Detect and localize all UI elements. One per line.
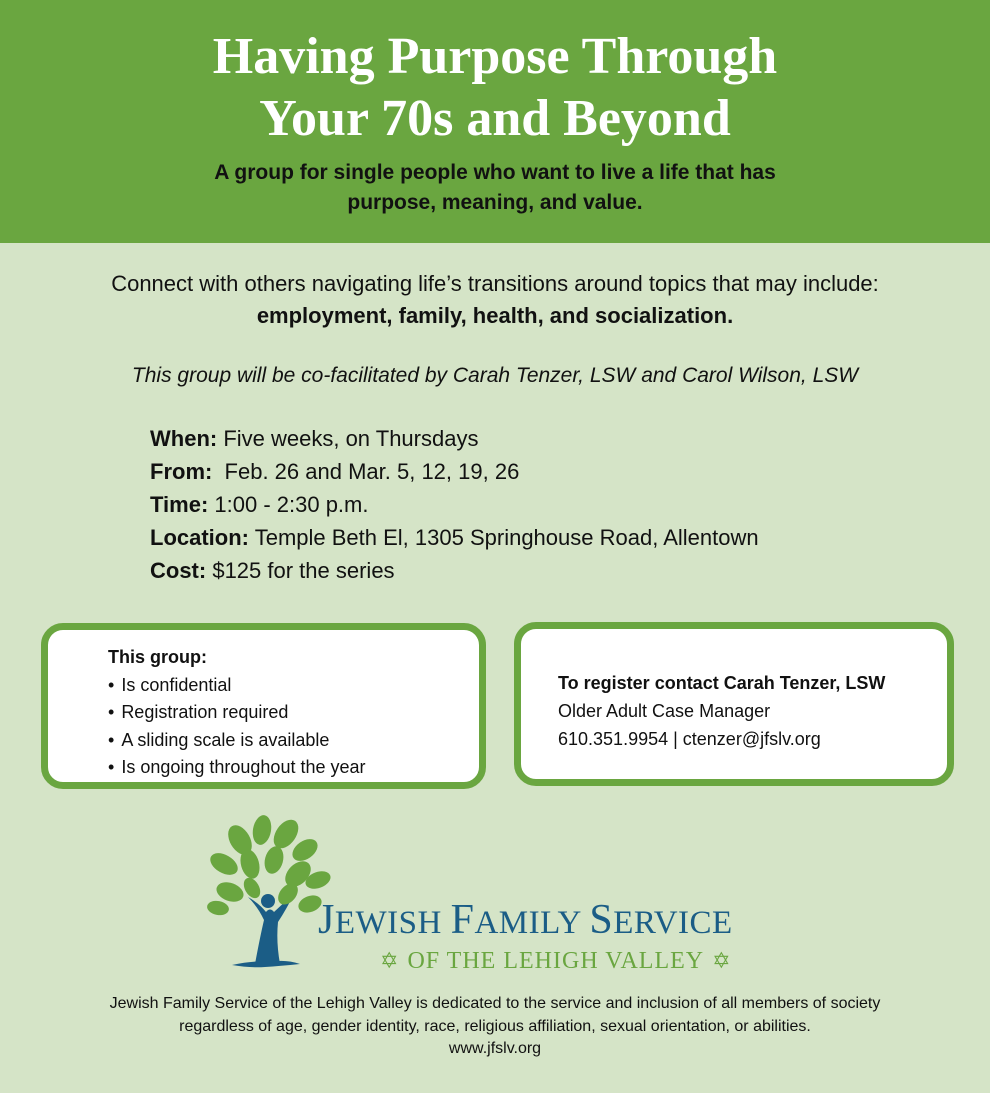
location-label: Location: [150,525,249,550]
detail-when [150,422,759,455]
intro-text [0,268,990,332]
detail-location [150,521,759,554]
subtitle [0,158,990,218]
facilitators-text: This group will be co-facilitated by Carah Tenzer, LSW and Carol Wilson, LSW [131,364,859,387]
when-value: Five weeks, on Thursdays [217,426,479,451]
org-name-j: J [318,897,335,943]
list-item: • A sliding scale is available [108,727,366,755]
time-label: Time: [150,492,209,517]
group-info-heading: This group: [108,647,207,667]
org-subtitle-text: OF THE LEHIGH VALLEY [407,948,705,974]
subtitle-line-2: purpose, meaning, and value. [347,191,643,214]
cost-label: Cost: [150,558,207,583]
register-content [558,669,885,753]
title-line-1: Having Purpose Through [212,28,778,85]
org-name-amily: AMILY [474,905,590,941]
org-name-s: S [589,897,614,943]
detail-time [150,488,759,521]
intro-lead: Connect with others navigating life’s transitions around topics that may include: [111,271,879,296]
detail-from [150,455,759,488]
intro-topics: employment, family, health, and socialization. [256,303,734,328]
group-info-list [108,672,366,782]
org-name-f: F [450,897,475,943]
org-name [318,895,733,948]
register-box [514,622,954,786]
when-label: When: [150,426,218,451]
cost-value: $125 for the series [206,558,395,583]
register-contact[interactable]: 610.351.9954 | ctenzer@jfslv.org [558,729,821,749]
page-title [0,26,990,150]
list-item: • Is ongoing throughout the year [108,754,366,782]
location-value: Temple Beth El, 1305 Springhouse Road, Allentown [249,525,759,550]
register-heading: To register contact Carah Tenzer, LSW [558,673,886,693]
subtitle-line-1: A group for single people who want to live a life that has [214,161,776,184]
star-of-david-icon: ✡ [380,948,400,973]
org-name-ervice: ERVICE [613,905,733,941]
detail-cost [150,554,759,587]
event-details [150,422,759,587]
header-banner [0,0,990,243]
list-item: • Is confidential [108,672,366,700]
org-name-ewish: EWISH [334,905,451,941]
footer [0,993,990,1061]
from-value: Feb. 26 and Mar. 5, 12, 19, 26 [212,459,520,484]
footer-line-2: regardless of age, gender identity, race, religious affiliation, sexual orientation, or abilities. [179,1017,811,1035]
group-info-content [108,644,366,782]
from-label: From: [150,459,213,484]
star-of-david-icon: ✡ [712,948,732,973]
time-value: 1:00 - 2:30 p.m. [208,492,369,517]
title-line-2: Your 70s and Beyond [259,90,731,147]
org-subtitle [372,946,740,976]
footer-line-1: Jewish Family Service of the Lehigh Valley is dedicated to the service and inclusion of all members of society [109,995,881,1012]
footer-url[interactable]: www.jfslv.org [448,1040,542,1057]
group-info-box [41,623,486,789]
list-item: • Registration required [108,699,366,727]
register-role: Older Adult Case Manager [558,701,771,721]
